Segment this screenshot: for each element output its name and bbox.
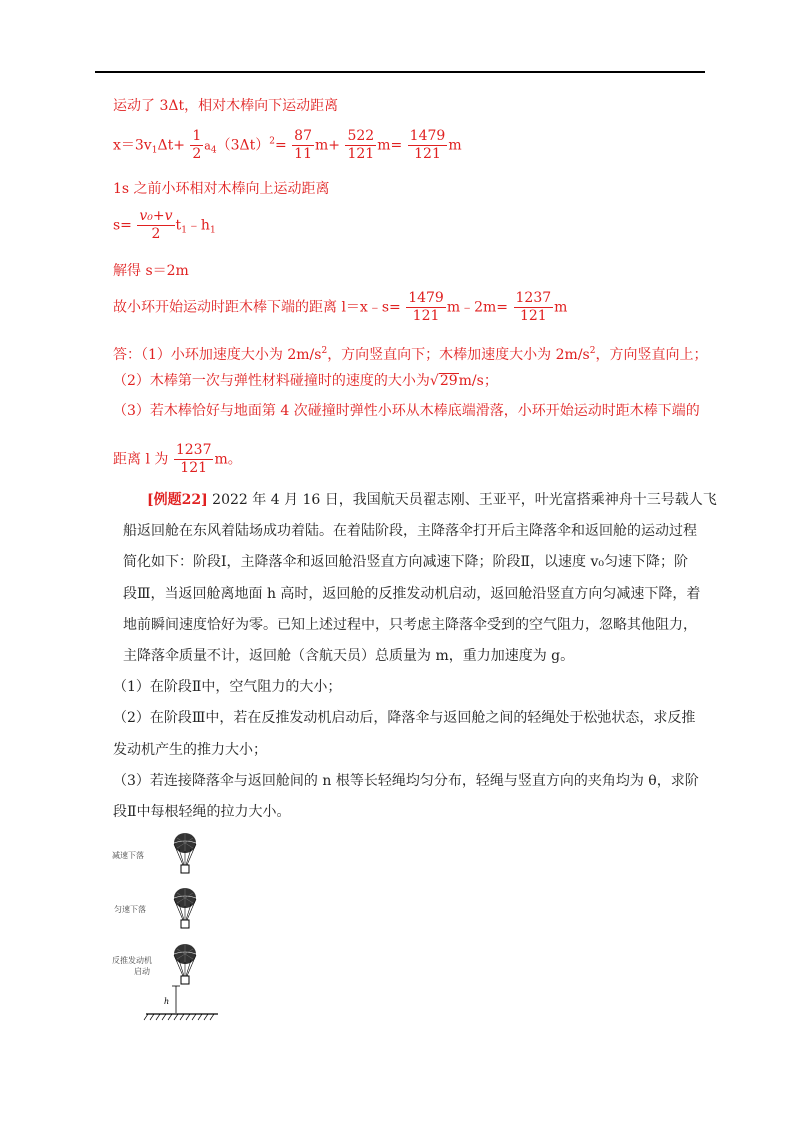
fraction-v0-v: $\frac{\text{v₀+v}}{2}$ — [139, 208, 173, 242]
solution-equation-x: $x=3v_1\Delta t+$ $\frac{1}{2}$ $a_4(3\Delta t)^2=$ $\frac{87}{11}$ m+ $\frac{522}{121}$ m= $\frac{1479}{121}$ m — [113, 128, 462, 162]
fraction-1237-121: $\frac{1237}{121}$ — [515, 290, 552, 324]
question-3-line-2: 段Ⅱ中每根轻绳的拉力大小。 — [113, 804, 291, 820]
parachute-stage-1-icon — [174, 833, 196, 873]
sqrt-29: √29 — [429, 373, 458, 389]
question-3-line-1: （3）若连接降落伞与返回舱间的 n 根等长轻绳均匀分布，轻绳与竖直方向的夹角均为 θ，求阶 — [113, 773, 699, 789]
fraction-1479-121: $\frac{1479}{121}$ — [409, 128, 446, 162]
answer-1: 答：（1）小环加速度大小为 $2m/s^2$，方向竖直向下；木棒加速度大小为 $2m/s^2$，方向竖直向上； — [113, 346, 708, 363]
solution-line-3: 1s 之前小环相对木棒向上运动距离 — [113, 181, 330, 197]
problem-paragraph-line-5: 地前瞬间速度恰好为零。已知上述过程中，只考虑主降落伞受到的空气阻力，忽略其他阻力， — [123, 617, 697, 633]
fraction-1237-121-b: $\frac{1237}{121}$ — [175, 442, 212, 476]
fraction-1479-121-b: $\frac{1479}{121}$ — [408, 290, 444, 324]
fraction-half: $\frac{1}{2}$ — [192, 128, 202, 162]
answer-3-distance: 距离 l 为 $\frac{1237}{121}$ m。 — [113, 442, 242, 476]
parachute-stage-3-icon — [174, 944, 196, 984]
figure-height-label: h — [164, 997, 170, 1006]
solution-distance-l: 故小环开始运动时距木棒下端的距离 l＝x﹣s= $\frac{1479}{121}$ m﹣2m= $\frac{1237}{121}$ m — [113, 290, 568, 324]
solution-line-5: 解得 s＝2m — [113, 263, 189, 279]
fraction-522-121: $\frac{522}{121}$ — [347, 128, 375, 162]
problem-paragraph-line-3: 简化如下：阶段Ⅰ，主降落伞和返回舱沿竖直方向减速下降；阶段Ⅱ，以速度 v₀匀速下降；阶 — [123, 554, 689, 570]
problem-paragraph-line-2: 船返回舱在东风着陆场成功着陆。在着陆阶段，主降落伞打开后主降落伞和返回舱的运动过程 — [123, 523, 697, 539]
question-2-line-2: 发动机产生的推力大小； — [113, 742, 267, 758]
header-rule — [95, 71, 705, 73]
example-label: [例题22] — [147, 492, 208, 508]
parachute-figure — [108, 828, 218, 1028]
problem-paragraph-line-1: [例题22] 2022 年 4 月 16 日，我国航天员翟志刚、王亚平，叶光富搭乘神舟十三号载人飞 — [147, 492, 717, 508]
question-1: （1）在阶段Ⅱ中，空气阻力的大小； — [113, 679, 342, 695]
figure-label-decelerate: 减速下落 — [112, 851, 144, 860]
figure-label-uniform: 匀速下落 — [114, 905, 146, 914]
figure-label-thrust: 反推发动机 — [112, 956, 152, 965]
fraction-87-11: $\frac{87}{11}$ — [294, 128, 312, 162]
answer-3: （3）若木棒恰好与地面第 4 次碰撞时弹性小环从木棒底端滑落，小环开始运动时距木棒下端的 — [113, 403, 700, 419]
solution-line-1: 运动了 3Δt，相对木棒向下运动距离 — [113, 98, 339, 114]
problem-paragraph-line-6: 主降落伞质量不计，返回舱（含航天员）总质量为 m，重力加速度为 g。 — [123, 648, 575, 664]
problem-paragraph-line-4: 段Ⅲ，当返回舱离地面 h 高时，返回舱的反推发动机启动，返回舱沿竖直方向匀减速下降，着 — [123, 586, 701, 602]
parachute-stage-2-icon — [174, 888, 196, 928]
question-2-line-1: （2）在阶段Ⅲ中，若在反推发动机启动后，降落伞与返回舱之间的轻绳处于松弛状态，求反推 — [113, 710, 696, 726]
figure-label-thrust-2: 启动 — [134, 967, 150, 976]
answer-2: （2）木棒第一次与弹性材料碰撞时的速度的大小为√29m/s； — [113, 373, 498, 389]
solution-equation-s: s= $\frac{\text{v₀+v}}{2}$ $t_1﹣h_1$ — [113, 208, 216, 242]
